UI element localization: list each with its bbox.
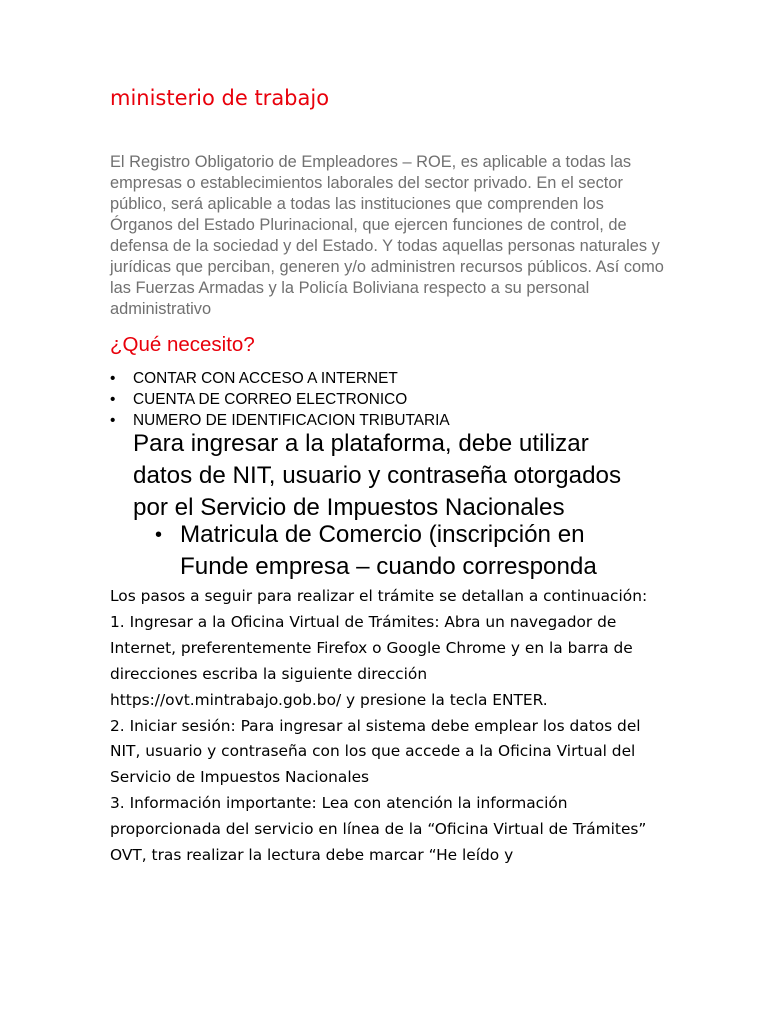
- matricula-text: Matricula de Comercio (inscripción en Funde empresa – cuando corresponda: [180, 521, 597, 580]
- steps-section: [110, 584, 660, 869]
- requirements-heading: ¿Qué necesito?: [110, 333, 255, 356]
- requirement-text: NUMERO DE IDENTIFICACION TRIBUTARIA: [133, 412, 450, 429]
- document-title: ministerio de trabajo: [110, 86, 330, 110]
- list-item: [110, 368, 450, 389]
- step-item: 3. Información importante: Lea con atención la información proporcionada del servicio en línea de la “Oficina Virtual de Trámites” OVT, tras realizar la lectura debe marcar “He leído y: [110, 794, 647, 865]
- step-item: 1. Ingresar a la Oficina Virtual de Trámites: Abra un navegador de Internet, preferentemente Firefox o Google Chrome y en la barra de direcciones escriba la siguiente dirección https://ovt.mintrabajo.gob.bo/ y presione la tecla ENTER.: [110, 612, 633, 709]
- intro-paragraph: El Registro Obligatorio de Empleadores – ROE, es aplicable a todas las empresas o establecimientos laborales del sector privado. En el sector público, será aplicable a todas las instituciones que comprenden los Órganos del Estado Plurinacional, que ejercen funciones de control, de defensa de la sociedad y del Estado. Y todas aquellas personas naturales y jurídicas que perciban, generen y/o administren recursos públicos. Así como las Fuerzas Armadas y la Policía Boliviana respecto a su personal administrativo: [110, 153, 664, 318]
- step-item: 2. Iniciar sesión: Para ingresar al sistema debe emplear los datos del NIT, usuario y contraseña con los que accede a la Oficina Virtual del Servicio de Impuestos Nacionales: [110, 716, 641, 787]
- bullet-icon: •: [155, 524, 163, 546]
- steps-intro: Los pasos a seguir para realizar el trámite se detallan a continuación:: [110, 587, 648, 605]
- bullet-icon: •: [110, 391, 116, 408]
- requirement-text: CONTAR CON ACCESO A INTERNET: [133, 370, 398, 387]
- bullet-icon: •: [110, 412, 116, 429]
- matricula-item: [155, 519, 655, 583]
- platform-note: Para ingresar a la plataforma, debe utilizar datos de NIT, usuario y contraseña otorgados por el Servicio de Impuestos Nacionales: [133, 430, 622, 521]
- bullet-icon: •: [110, 370, 116, 387]
- requirement-text: CUENTA DE CORREO ELECTRONICO: [133, 391, 408, 408]
- requirements-list: [110, 368, 450, 431]
- list-item: [110, 389, 450, 410]
